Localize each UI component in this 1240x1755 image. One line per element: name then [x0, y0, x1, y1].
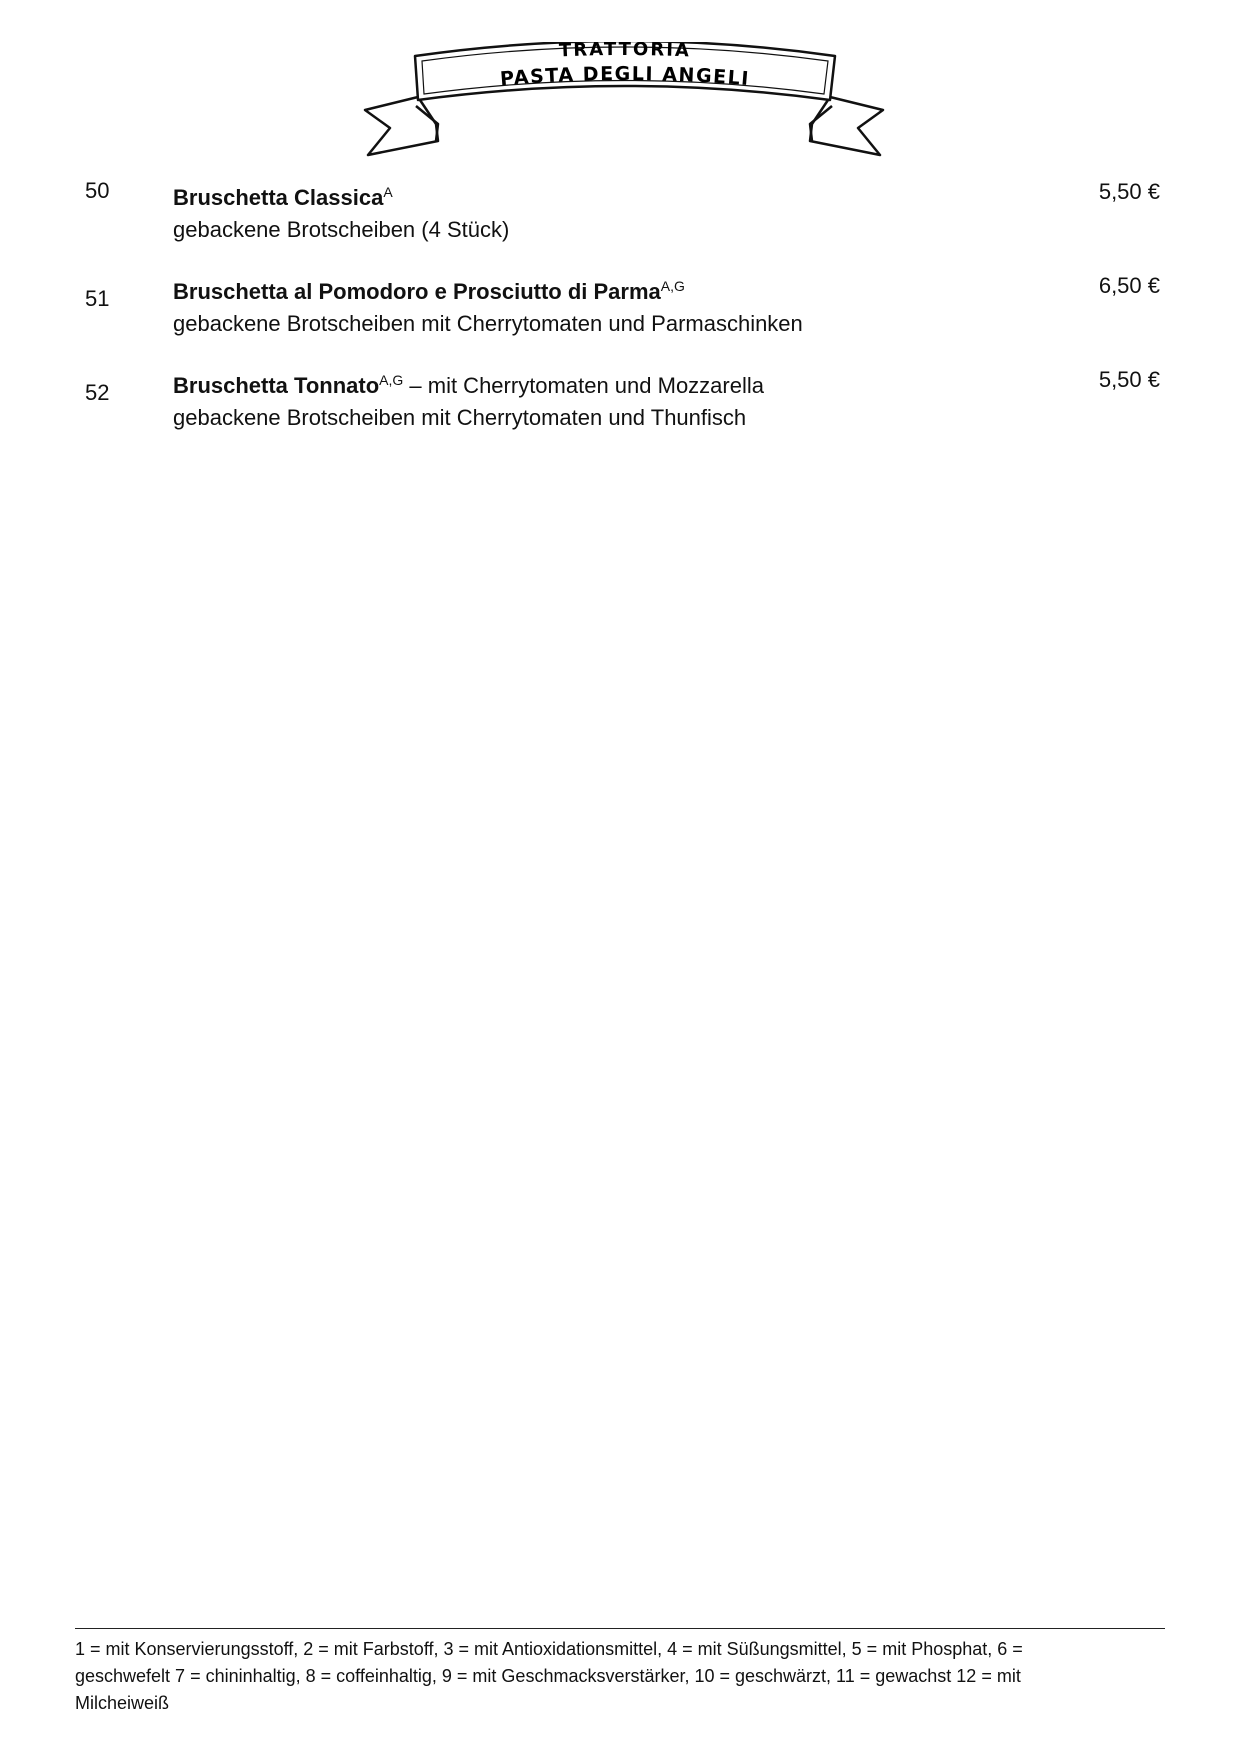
additives-legend: 1 = mit Konservierungsstoff, 2 = mit Farbstoff, 3 = mit Antioxidationsmittel, 4 = mit Süßungsmittel, 5 = mit Phosphat, 6 = geschwefelt 7 = chininhaltig, 8 = coffeinhaltig, 9 = mit Geschmacksverstärker, 10 = geschwärzt, 11 = gewachst 12 = mit Milcheiweiß	[75, 1639, 1023, 1713]
logo-title-line-2: PASTA DEGLI ANGELI	[499, 62, 751, 91]
item-title-line	[173, 364, 1053, 402]
item-allergens: A,G	[379, 372, 404, 388]
item-text	[173, 176, 1053, 246]
item-text	[173, 364, 1053, 434]
item-allergens: A,G	[660, 278, 685, 294]
item-number: 50	[85, 178, 110, 203]
item-description: gebackene Brotscheiben mit Cherrytomaten und Parmaschinken	[173, 311, 803, 336]
item-name: Bruschetta Classica	[173, 185, 384, 210]
logo-title-line-1: TRATTORIA	[558, 42, 692, 62]
item-description: gebackene Brotscheiben (4 Stück)	[173, 217, 510, 242]
footer-divider	[75, 1628, 1165, 1629]
item-title-line	[173, 176, 1053, 214]
item-name: Bruschetta Tonnato	[173, 373, 380, 398]
item-description: gebackene Brotscheiben mit Cherrytomaten und Thunfisch	[173, 405, 747, 430]
item-name: Bruschetta al Pomodoro e Prosciutto di Parma	[173, 279, 661, 304]
menu-item	[0, 176, 1240, 246]
item-allergens: A	[383, 184, 393, 200]
ribbon-banner-graphic	[360, 42, 890, 162]
menu-item	[0, 270, 1240, 340]
item-price: 6,50 €	[1098, 273, 1160, 298]
item-note: – mit Cherrytomaten und Mozzarella	[403, 373, 764, 398]
item-title-line	[173, 270, 1053, 308]
item-price: 5,50 €	[1098, 179, 1160, 204]
item-price: 5,50 €	[1098, 367, 1160, 392]
menu-item	[0, 364, 1240, 434]
item-number: 51	[85, 286, 110, 311]
item-number: 52	[85, 380, 110, 405]
trattoria-logo-banner	[360, 42, 890, 162]
item-text	[173, 270, 1053, 340]
